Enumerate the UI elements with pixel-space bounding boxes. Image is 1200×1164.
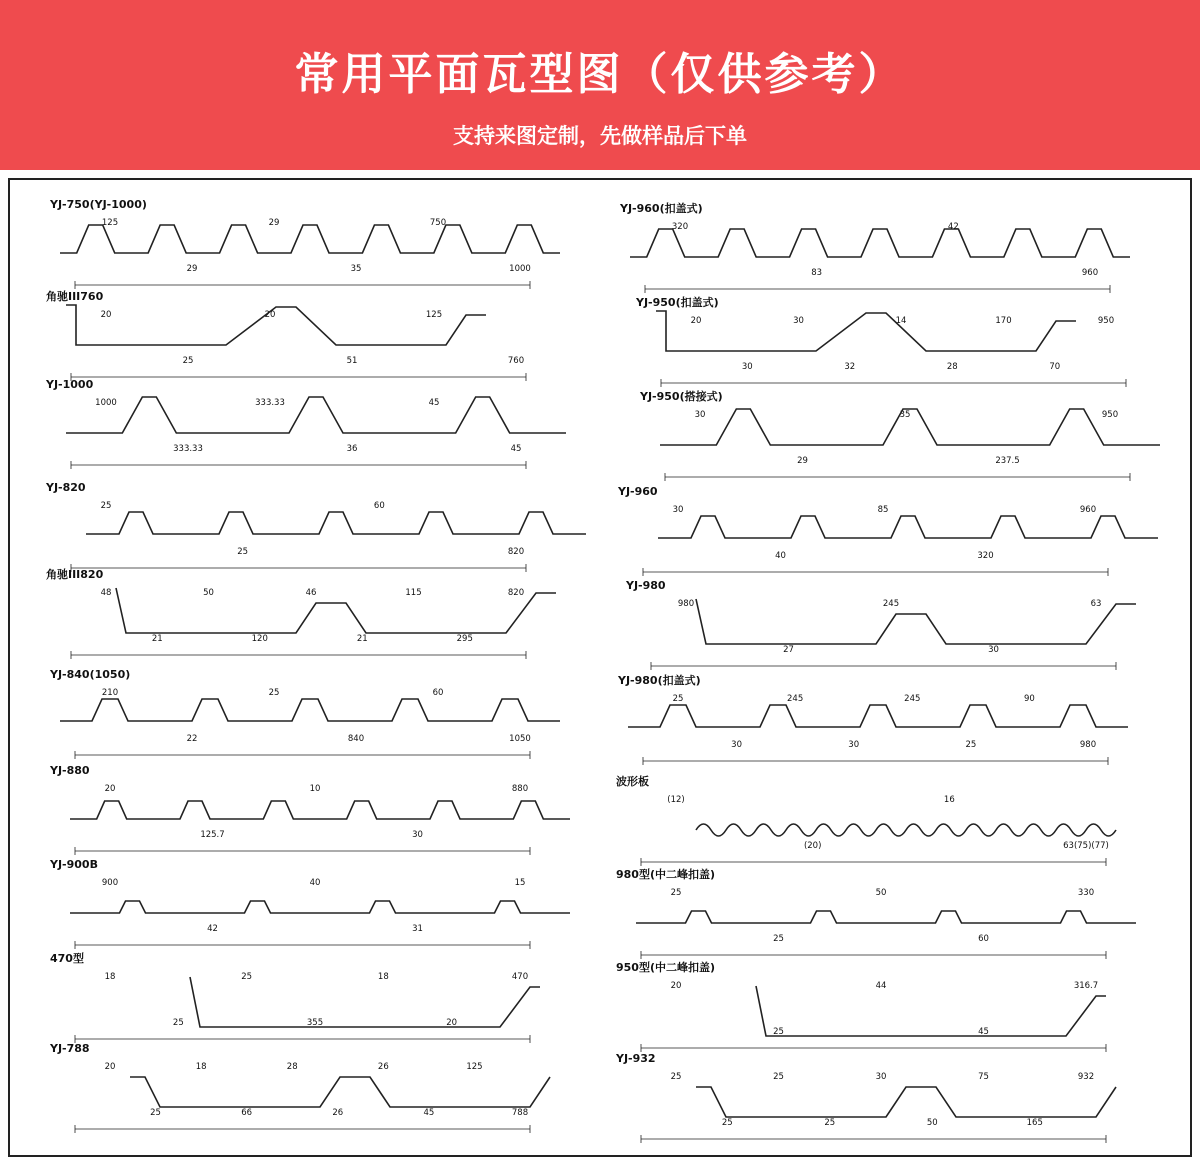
dimension-label: 25 [150, 1108, 161, 1118]
dimension-label: 245 [882, 599, 900, 609]
profile-name: YJ-900B [50, 858, 98, 871]
dimension-label: 355 [306, 1018, 324, 1028]
profile-outline [86, 512, 586, 534]
dimension-label: 30 [988, 645, 999, 655]
dimension-label: 83 [811, 268, 823, 278]
dimension-label: 29 [186, 264, 198, 274]
dimension-label: 1050 [509, 734, 531, 744]
dimension-label: 20 [104, 1062, 116, 1072]
dimension-label: 25 [268, 688, 280, 698]
dimension-label: 29 [797, 456, 808, 466]
dimension-label: 25 [182, 356, 194, 366]
dimension-label: 115 [405, 588, 422, 598]
profile-outline [190, 977, 540, 1027]
dimension-label: 960 [1081, 268, 1099, 278]
dimension-label: 45 [978, 1027, 989, 1037]
dimension-label: 25 [721, 1118, 733, 1128]
dimension-label: 10 [309, 784, 321, 794]
dimension-label: 29 [268, 218, 280, 228]
dimension-label: 245 [787, 694, 804, 704]
profile-outline [70, 801, 570, 819]
dimension-label: 60 [978, 934, 989, 944]
dimension-label: 75 [978, 1072, 989, 1082]
dimension-label: 42 [947, 222, 959, 232]
dimension-label: 44 [875, 981, 887, 991]
dimension-label: 25 [824, 1118, 836, 1128]
profile-name: 波形板 [616, 775, 649, 788]
dimension-label: 63(75)(77) [1063, 841, 1109, 851]
profile-7 [49, 764, 570, 855]
profile-outline [630, 229, 1130, 257]
dimension-label: 316.7 [1073, 981, 1099, 991]
dimension-label: 45 [423, 1108, 435, 1118]
dimension-label: 40 [775, 551, 786, 561]
dimension-label: 30 [741, 362, 753, 372]
dimension-label: 30 [672, 505, 684, 515]
dimension-label: 760 [507, 356, 525, 366]
profile-16 [617, 673, 1128, 765]
profile-20 [615, 1052, 1116, 1143]
profile-name: 角驰III820 [46, 568, 104, 581]
dimension-label: 25 [100, 501, 112, 511]
profile-outline [130, 1077, 550, 1107]
dimension-label: 788 [511, 1108, 529, 1118]
dimension-label: 15 [514, 878, 526, 888]
dimension-label: 46 [305, 588, 317, 598]
profile-2 [46, 289, 526, 381]
dimension-label: 20 [690, 316, 702, 326]
dimension-label: 45 [428, 398, 440, 408]
dimension-label: 25 [241, 972, 253, 982]
dimension-label: 22 [186, 734, 198, 744]
dimension-label: 125 [466, 1062, 483, 1072]
profile-name: YJ-840(1050) [50, 668, 131, 681]
profile-name: 950型(中二峰扣盖) [616, 961, 716, 974]
dimension-label: 30 [848, 740, 860, 750]
dimension-label: 20 [264, 310, 276, 320]
page-title: 常用平面瓦型图（仅供参考） [294, 49, 906, 100]
profile-17 [616, 774, 1116, 866]
dimension-label: 28 [946, 362, 958, 372]
profile-outline [66, 305, 486, 345]
profile-8 [49, 858, 570, 949]
dimension-label: 750 [429, 218, 447, 228]
dimension-label: 20 [670, 981, 682, 991]
dimension-label: 45 [510, 444, 522, 454]
dimension-label: 50 [926, 1118, 938, 1128]
dimension-label: 900 [101, 878, 119, 888]
dimension-label: 210 [101, 688, 119, 698]
profile-name: YJ-960 [618, 485, 658, 498]
dimension-label: (12) [667, 795, 685, 805]
dimension-label: 820 [507, 588, 525, 598]
dimension-label: 32 [844, 362, 856, 372]
profile-outline [70, 901, 570, 913]
dimension-label: 30 [412, 830, 423, 840]
dimension-label: 470 [511, 972, 529, 982]
dimension-label: 25 [773, 1072, 784, 1082]
dimension-label: 30 [875, 1072, 887, 1082]
dimension-label: 165 [1026, 1118, 1043, 1128]
dimension-label: 25 [172, 1018, 184, 1028]
dimension-label: 48 [100, 588, 112, 598]
dimension-label: 63 [1090, 599, 1102, 609]
dimension-label: 125 [101, 218, 119, 228]
profile-19 [616, 960, 1106, 1052]
profile-outline [60, 225, 560, 253]
dimension-label: 980 [677, 599, 695, 609]
dimension-label: 50 [203, 588, 214, 598]
dimension-label: 27 [783, 645, 794, 655]
dimension-label: 30 [793, 316, 804, 326]
profile-name: YJ-960(扣盖式) [620, 202, 703, 215]
profile-outline [116, 588, 556, 633]
dimension-label: 932 [1077, 1072, 1095, 1082]
dimension-label: 25 [773, 934, 784, 944]
profile-1 [49, 198, 560, 289]
dimension-label: 170 [995, 316, 1012, 326]
dimension-label: 25 [965, 740, 977, 750]
dimension-label: 51 [346, 356, 358, 366]
dimension-label: 16 [943, 795, 955, 805]
dimension-label: 320 [977, 551, 994, 561]
profile-9 [50, 951, 540, 1043]
dimension-label: 14 [895, 316, 907, 326]
profile-outline [696, 1087, 1116, 1117]
profile-name: YJ-788 [50, 1042, 90, 1055]
profile-3 [45, 378, 566, 469]
dimension-label: 950 [1097, 316, 1115, 326]
profile-name: 980型(中二峰扣盖) [616, 868, 716, 881]
dimension-label: 333.33 [255, 398, 285, 408]
dimension-label: 820 [507, 547, 525, 557]
dimension-label: 20 [100, 310, 112, 320]
dimension-label: 30 [731, 740, 742, 750]
dimension-label: 50 [875, 888, 887, 898]
profile-name: YJ-880 [50, 764, 90, 777]
dimension-label: 18 [195, 1062, 207, 1072]
dimension-label: 18 [104, 972, 116, 982]
dimension-label: 960 [1079, 505, 1097, 515]
dimension-label: 333.33 [173, 444, 203, 454]
dimension-label: 30 [694, 410, 706, 420]
dimension-label: 20 [104, 784, 116, 794]
dimension-label: 42 [207, 924, 218, 934]
dimension-label: 85 [877, 505, 889, 515]
dimension-label: 21 [151, 634, 163, 644]
dimension-label: 60 [432, 688, 444, 698]
profile-11 [619, 201, 1130, 293]
dimension-label: 1000 [95, 398, 117, 408]
dimension-label: 35 [350, 264, 362, 274]
profile-outline [656, 311, 1076, 351]
dimension-label: 320 [671, 222, 689, 232]
profile-name: YJ-950(扣盖式) [636, 296, 719, 309]
dimension-label: 840 [347, 734, 365, 744]
profile-4 [45, 481, 586, 572]
dimension-label: 330 [1077, 888, 1095, 898]
profile-name: 角驰III760 [46, 290, 104, 303]
dimension-label: 36 [346, 444, 358, 454]
profile-outline [628, 705, 1128, 727]
profile-outline [696, 599, 1136, 644]
profile-18 [616, 867, 1136, 959]
profile-outline [658, 516, 1158, 538]
dimension-label: 125 [425, 310, 443, 320]
dimension-label: 25 [670, 888, 682, 898]
profile-outline [60, 699, 560, 721]
profile-name: YJ-750(YJ-1000) [50, 198, 147, 211]
page-subtitle: 支持来图定制，先做样品后下单 [453, 124, 747, 148]
dimension-label: 26 [377, 1062, 389, 1072]
dimension-label: 20 [446, 1018, 458, 1028]
profile-outline [66, 397, 566, 433]
dimension-label: 35 [899, 410, 911, 420]
dimension-label: 31 [412, 924, 423, 934]
dimension-label: 1000 [509, 264, 531, 274]
dimension-label: 25 [237, 547, 249, 557]
profile-name: YJ-932 [616, 1052, 656, 1065]
dimension-label: (20) [803, 841, 822, 851]
dimension-label: 880 [511, 784, 529, 794]
dimension-label: 980 [1079, 740, 1097, 750]
dimension-label: 25 [773, 1027, 784, 1037]
dimension-label: 120 [251, 634, 268, 644]
profile-name: YJ-980 [626, 579, 666, 592]
dimension-label: 60 [373, 501, 385, 511]
dimension-label: 950 [1101, 410, 1119, 420]
dimension-label: 295 [456, 634, 473, 644]
dimension-label: 21 [356, 634, 368, 644]
dimension-label: 90 [1024, 694, 1035, 704]
profile-10 [49, 1042, 550, 1133]
dimension-label: 25 [672, 694, 684, 704]
profile-outline [636, 911, 1136, 923]
dimension-label: 237.5 [995, 456, 1020, 466]
profiles-canvas [8, 178, 1188, 1153]
profile-name: YJ-950(搭接式) [640, 390, 723, 403]
profile-name: YJ-1000 [46, 378, 94, 391]
dimension-label: 25 [670, 1072, 682, 1082]
profile-13 [639, 389, 1160, 481]
dimension-label: 18 [377, 972, 389, 982]
dimension-label: 66 [241, 1108, 253, 1118]
profile-outline [756, 986, 1106, 1036]
profile-5 [46, 567, 556, 659]
profile-outline [696, 824, 1116, 836]
profile-name: 470型 [50, 952, 84, 965]
profile-6 [49, 668, 560, 759]
dimension-label: 40 [309, 878, 321, 888]
profile-name: YJ-820 [46, 481, 86, 494]
profile-15 [625, 579, 1136, 670]
dimension-label: 245 [904, 694, 921, 704]
dimension-label: 125.7 [200, 830, 225, 840]
dimension-label: 28 [286, 1062, 298, 1072]
profile-14 [617, 485, 1158, 576]
profile-name: YJ-980(扣盖式) [618, 674, 701, 687]
dimension-label: 70 [1049, 362, 1061, 372]
dimension-label: 26 [332, 1108, 344, 1118]
profile-12 [635, 295, 1126, 387]
